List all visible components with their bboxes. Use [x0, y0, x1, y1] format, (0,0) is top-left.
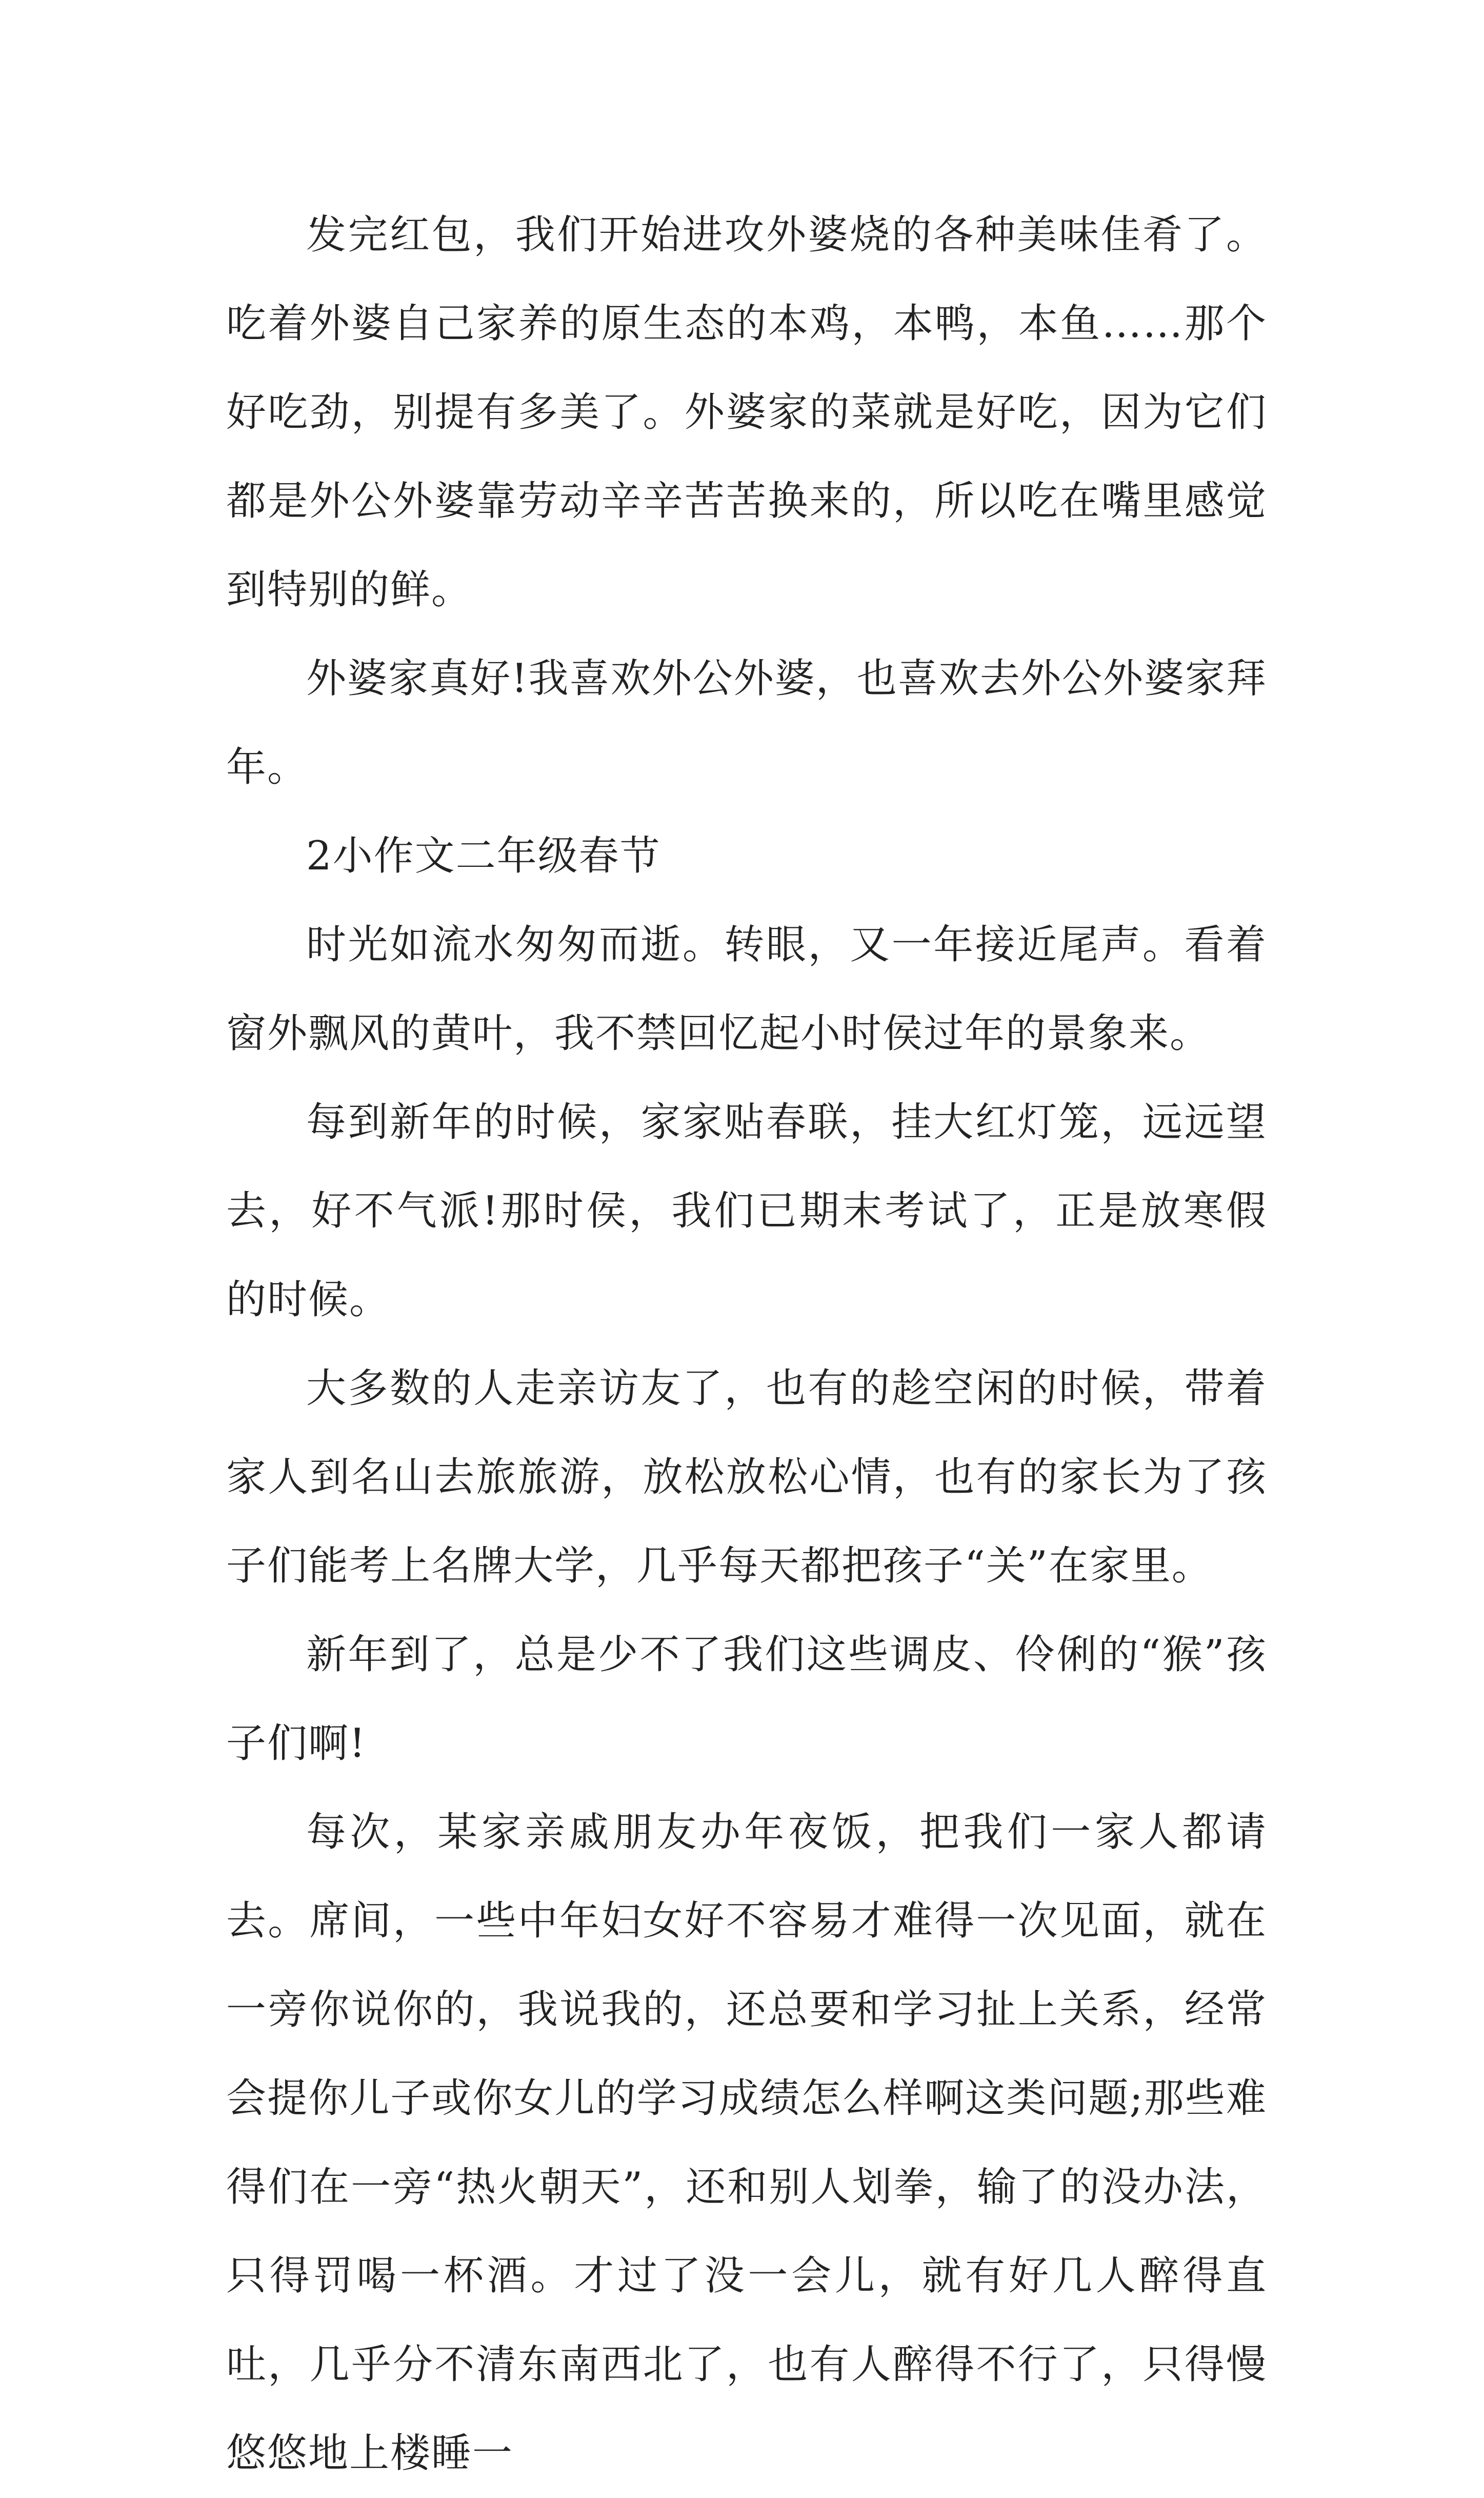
- paragraph-2: 外婆家真好!我喜欢外公外婆，也喜欢去外公外婆家拜年。: [226, 656, 1267, 790]
- paragraph-1: 发完红包，我们开始进攻外婆烧的各种美味佳肴了。吃着外婆自己家养的原生态的本鸡，本鸭，本鱼……那个好吃劲，别提有多美了。外婆家的菜就是好吃，因为它们都是外公外婆靠劳动辛辛苦苦换来的，所以吃在嘴里感觉到特别的鲜。: [226, 212, 1267, 613]
- paragraph-5: 大多数的人走亲访友了，也有的趁空闲的时候，带着家人到名山去旅旅游，放松放松心情，也有的家长为了孩子们能考上名牌大学，几乎每天都把孩子“关”在家里。: [226, 1365, 1267, 1589]
- paragraph-7: 每次，某家亲戚朋友办年夜饭，把我们一家人都请去。席间，一些中年妇女好不容易才难得一次见面，就在一旁你说你的，我说我的，还总要和学习扯上关系，经常会提你儿子或你女儿的学习成绩怎么样啊这类问题;那些难得们在一旁“热火朝天”，还和别人划拳，输了的没办法，只得罚喝一杯酒。才过了没一会儿，就有好几人醉得直吐，几乎分不清东南西北了，也有人醉得不行了，只得慢悠悠地上楼睡一: [226, 1809, 1267, 2476]
- paragraph-6: 新年到了，总是少不了我们这些调皮、伶俐的“猴”孩子们啊!: [226, 1632, 1267, 1767]
- section-heading: 2小作文二年级春节: [306, 833, 661, 879]
- paragraph-4: 每到新年的时候，家家贴春联，挂大红灯笼，远远望去，好不气派!那时侯，我们已期末考试了，正是放寒假的时候。: [226, 1099, 1267, 1323]
- document-body: [226, 191, 1267, 2498]
- paragraph-3: 时光如流水匆匆而逝。转眼，又一年接近尾声。看着窗外飘风的黄叶，我不禁回忆起小时侯过年的景象来。: [226, 922, 1267, 1057]
